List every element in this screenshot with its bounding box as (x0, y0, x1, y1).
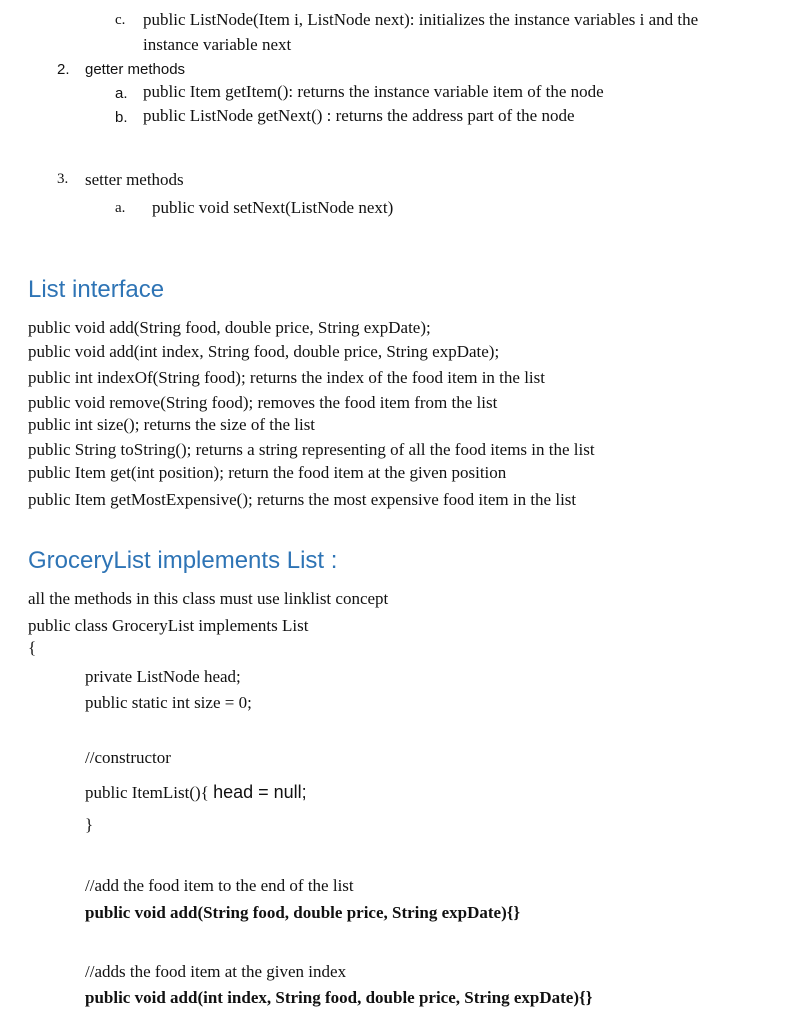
getter-number: 2. (57, 61, 70, 78)
setter-item-text: public void setNext(ListNode next) (152, 198, 394, 217)
interface-method-line: public void remove(String food); removes the food item from the list (28, 393, 498, 412)
interface-method-line: public Item get(int position); return the food item at the given position (28, 463, 507, 482)
field-head: private ListNode head; (85, 667, 241, 686)
constructor-description-line1: public ListNode(Item i, ListNode next): initializes the instance variables i and the (143, 10, 699, 29)
getter-item-text: public ListNode getNext() : returns the address part of the node (143, 106, 575, 125)
interface-method-line: public Item getMostExpensive(); returns the most expensive food item in the list (28, 490, 577, 509)
setter-item-marker: a. (115, 200, 126, 216)
getter-item-marker: a. (115, 85, 128, 102)
getter-item-text: public Item getItem(): returns the instance variable item of the node (143, 82, 604, 101)
list-interface-heading: List interface (28, 276, 165, 303)
comment-add-end: //add the food item to the end of the list (85, 876, 354, 895)
grocery-list-note: all the methods in this class must use linklist concept (28, 589, 389, 608)
open-brace: { (28, 638, 37, 657)
method-add-index: public void add(int index, String food, double price, String expDate){} (85, 988, 593, 1007)
interface-method-line: public int indexOf(String food); returns the index of the food item in the list (28, 368, 545, 387)
constructor-signature: public ItemList(){ (85, 783, 214, 802)
method-add-end: public void add(String food, double price, String expDate){} (85, 903, 521, 922)
setter-methods-label: setter methods (85, 170, 184, 189)
interface-method-line: public void add(int index, String food, double price, String expDate); (28, 342, 500, 361)
interface-method-line: public void add(String food, double price, String expDate); (28, 318, 431, 337)
getter-methods-label: getter methods (85, 61, 186, 78)
comment-constructor: //constructor (85, 748, 171, 767)
constructor-close-brace: } (85, 815, 94, 834)
list-marker-c: c. (115, 12, 126, 28)
getter-item-marker: b. (115, 109, 128, 126)
class-declaration: public class GroceryList implements List (28, 616, 309, 635)
comment-add-index: //adds the food item at the given index (85, 962, 347, 981)
field-size: public static int size = 0; (85, 693, 252, 712)
constructor-description-line2: instance variable next (143, 35, 292, 54)
setter-number: 3. (57, 171, 69, 187)
interface-method-line: public int size(); returns the size of the list (28, 415, 316, 434)
constructor-line (85, 782, 307, 803)
constructor-body: head = null; (213, 782, 307, 802)
interface-method-line: public String toString(); returns a string representing of all the food items in the list (28, 440, 595, 459)
grocery-list-heading: GroceryList implements List : (28, 547, 338, 574)
